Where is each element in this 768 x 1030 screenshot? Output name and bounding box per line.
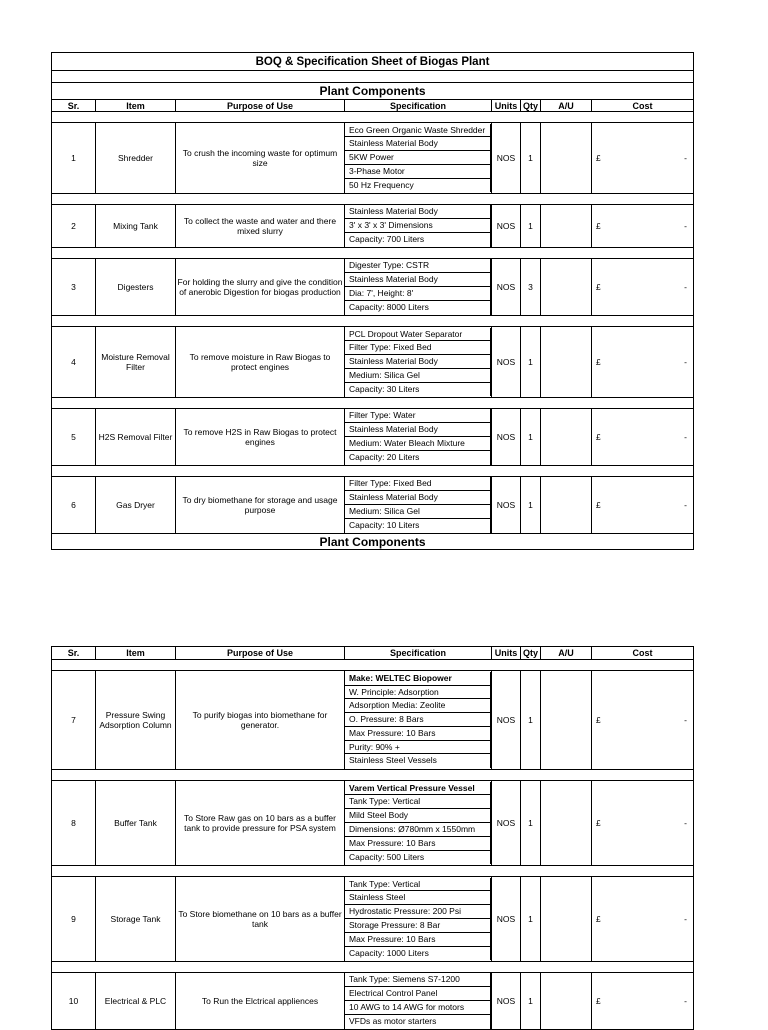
spacer-cell [52,248,693,258]
currency-symbol: £ [596,221,601,231]
spec-line: Capacity: 8000 Liters [345,301,491,315]
spec-cell [345,973,492,1029]
spec-line: Stainless Material Body [345,273,491,287]
spacer-cell [52,466,693,476]
spec-line: Max Pressure: 10 Bars [345,837,491,851]
spec-cell [345,327,492,397]
col-sr-header: Sr. [52,647,96,659]
spacer-row [52,770,693,781]
cost-value: - [684,914,687,924]
spacer-cell [52,660,693,670]
item-cell: Moisture Removal Filter [96,327,176,397]
qty-cell: 1 [521,205,541,247]
sr-cell: 7 [52,671,96,769]
spec-line: Tank Type: Siemens S7-1200 [345,973,491,987]
spacer-cell [52,866,693,876]
sr-cell: 5 [52,409,96,465]
table-row [52,877,693,962]
spacer-row [52,194,693,205]
spacer-row [52,248,693,259]
currency-symbol: £ [596,715,601,725]
spec-line: Capacity: 700 Liters [345,233,491,247]
currency-symbol: £ [596,153,601,163]
currency-symbol: £ [596,914,601,924]
cost-value: - [684,818,687,828]
spacer-cell [52,112,693,122]
spec-line: 5KW Power [345,151,491,165]
col-cost-header: Cost [632,100,653,111]
spec-line: Medium: Silica Gel [345,369,491,383]
qty-cell: 3 [521,259,541,315]
spec-line: VFDs as motor starters [345,1015,491,1029]
au-cell [541,477,592,533]
sr-cell: 3 [52,259,96,315]
qty-cell: 1 [521,477,541,533]
cost-value: - [684,282,687,292]
spec-line: Max Pressure: 10 Bars [345,727,491,741]
spec-line: Filter Type: Water [345,409,491,423]
cost-cell [592,477,693,533]
spacer-cell [52,962,693,972]
currency-symbol: £ [596,357,601,367]
table-row [52,327,693,398]
col-cost-header: Cost [632,648,653,658]
spec-line: W. Principle: Adsorption [345,686,491,700]
purpose-cell: To Store Raw gas on 10 bars as a buffer tank to provide pressure for PSA system [176,781,345,865]
qty-cell: 1 [521,671,541,769]
units-cell: NOS [492,205,521,247]
spec-line: Hydrostatic Pressure: 200 Psi [345,905,491,919]
column-header-row [52,647,693,660]
col-purpose-header: Purpose of Use [176,100,345,111]
spacer-cell [52,316,693,326]
spec-line: Max Pressure: 10 Bars [345,933,491,947]
spec-line: Stainless Material Body [345,205,491,219]
purpose-cell: To Store biomethane on 10 bars as a buffer tank [176,877,345,961]
table-row [52,259,693,316]
au-cell [541,409,592,465]
spec-line: Adsorption Media: Zeolite [345,699,491,713]
sheet-title: BOQ & Specification Sheet of Biogas Plant [255,55,490,68]
spec-line: Stainless Material Body [345,355,491,369]
spacer-cell [52,770,693,780]
footer-title-row [52,534,693,550]
table-row [52,973,693,1030]
boq-sheet-1 [51,52,694,550]
section-title-row [52,83,693,100]
spec-cell [345,877,492,961]
units-cell: NOS [492,327,521,397]
col-sr-header: Sr. [52,100,96,111]
spec-line: Stainless Material Body [345,423,491,437]
purpose-cell: To remove moisture in Raw Biogas to protect engines [176,327,345,397]
units-cell: NOS [492,877,521,961]
spec-cell [345,259,492,315]
au-cell [541,123,592,193]
spec-cell [345,205,492,247]
currency-symbol: £ [596,500,601,510]
qty-cell: 1 [521,877,541,961]
spec-line: Capacity: 500 Liters [345,851,491,865]
qty-cell: 1 [521,123,541,193]
col-units-header: Units [492,647,521,659]
spec-line: Stainless Steel Vessels [345,754,491,768]
item-cell: Gas Dryer [96,477,176,533]
qty-cell: 1 [521,409,541,465]
purpose-cell: To crush the incoming waste for optimum size [176,123,345,193]
spacer-row [52,466,693,477]
table-row [52,409,693,466]
table-row [52,671,693,770]
spec-line: Electrical Control Panel [345,987,491,1001]
spec-line: Filter Type: Fixed Bed [345,341,491,355]
spec-line: Capacity: 20 Liters [345,451,491,465]
spacer-row [52,112,693,123]
spec-line: Make: WELTEC Biopower [345,672,491,686]
spec-line: Varem Vertical Pressure Vessel [345,782,491,796]
sr-cell: 9 [52,877,96,961]
purpose-cell: For holding the slurry and give the condition of anerobic Digestion for biogas production [176,259,345,315]
cost-value: - [684,221,687,231]
sr-cell: 8 [52,781,96,865]
item-cell: Shredder [96,123,176,193]
currency-symbol: £ [596,818,601,828]
spec-line: Medium: Silica Gel [345,505,491,519]
spec-line: Capacity: 10 Liters [345,519,491,533]
spec-line: Eco Green Organic Waste Shredder [345,124,491,138]
units-cell: NOS [492,781,521,865]
spec-line: Mild Steel Body [345,809,491,823]
section-title: Plant Components [319,84,426,98]
sr-cell: 6 [52,477,96,533]
cost-value: - [684,500,687,510]
item-cell: Mixing Tank [96,205,176,247]
spec-cell [345,123,492,193]
spec-line: Filter Type: Fixed Bed [345,477,491,491]
cost-cell [592,327,693,397]
spec-cell [345,781,492,865]
spec-line: Tank Type: Vertical [345,878,491,892]
au-cell [541,973,592,1029]
currency-symbol: £ [596,996,601,1006]
qty-cell: 1 [521,327,541,397]
sr-cell: 4 [52,327,96,397]
boq-sheet-2 [51,646,694,1030]
spacer-cell [52,398,693,408]
currency-symbol: £ [596,282,601,292]
cost-cell [592,205,693,247]
sr-cell: 10 [52,973,96,1029]
units-cell: NOS [492,671,521,769]
purpose-cell: To collect the waste and water and there mixed slurry [176,205,345,247]
spacer-row [52,866,693,877]
spec-cell [345,671,492,769]
col-au-header: A/U [541,647,592,659]
col-spec-header: Specification [345,647,492,659]
table-row [52,477,693,534]
au-cell [541,877,592,961]
units-cell: NOS [492,123,521,193]
au-cell [541,205,592,247]
col-qty-header: Qty [521,647,541,659]
col-qty-header: Qty [521,100,541,111]
item-cell: Pressure Swing Adsorption Column [96,671,176,769]
table-row [52,781,693,866]
cost-cell [592,877,693,961]
spec-line: O. Pressure: 8 Bars [345,713,491,727]
units-cell: NOS [492,409,521,465]
currency-symbol: £ [596,432,601,442]
sr-cell: 2 [52,205,96,247]
cost-cell [592,781,693,865]
col-purpose-header: Purpose of Use [176,647,345,659]
spec-line: 3-Phase Motor [345,165,491,179]
spacer-row [52,316,693,327]
item-cell: H2S Removal Filter [96,409,176,465]
item-cell: Electrical & PLC [96,973,176,1029]
spec-line: PCL Dropout Water Separator [345,328,491,342]
qty-cell: 1 [521,781,541,865]
item-cell: Buffer Tank [96,781,176,865]
cost-cell [592,671,693,769]
spec-line: Purity: 90% + [345,741,491,755]
purpose-cell: To remove H2S in Raw Biogas to protect engines [176,409,345,465]
spacer-row [52,962,693,973]
purpose-cell: To dry biomethane for storage and usage purpose [176,477,345,533]
sheet-title-row [52,53,693,71]
spacer-row [52,660,693,671]
col-item-header: Item [96,100,176,111]
cost-cell [592,409,693,465]
spec-line: Storage Pressure: 8 Bar [345,919,491,933]
spec-cell [345,409,492,465]
spec-line: Digester Type: CSTR [345,259,491,273]
sr-cell: 1 [52,123,96,193]
spacer-cell [52,194,693,204]
spec-line: 50 Hz Frequency [345,179,491,193]
col-au-header: A/U [541,100,592,111]
au-cell [541,671,592,769]
spec-line: Stainless Material Body [345,491,491,505]
column-header-row [52,100,693,112]
au-cell [541,327,592,397]
au-cell [541,259,592,315]
cost-value: - [684,432,687,442]
spec-line: Stainless Steel [345,891,491,905]
spec-line: Stainless Material Body [345,137,491,151]
units-cell: NOS [492,259,521,315]
spec-cell [345,477,492,533]
spec-line: 3' x 3' x 3' Dimensions [345,219,491,233]
footer-title: Plant Components [319,534,426,549]
cost-cell [592,123,693,193]
units-cell: NOS [492,477,521,533]
table-row [52,205,693,248]
au-cell [541,781,592,865]
cost-value: - [684,153,687,163]
spacer-row [52,398,693,409]
blank-row [52,71,693,83]
item-cell: Digesters [96,259,176,315]
cost-cell [592,259,693,315]
purpose-cell: To purify biogas into biomethane for generator. [176,671,345,769]
spec-line: Medium: Water Bleach Mixture [345,437,491,451]
spec-line: Capacity: 1000 Liters [345,947,491,961]
cost-value: - [684,715,687,725]
spec-line: Dia: 7', Height: 8' [345,287,491,301]
table-row [52,123,693,194]
cost-value: - [684,357,687,367]
spec-line: Capacity: 30 Liters [345,383,491,397]
cost-value: - [684,996,687,1006]
spec-line: Dimensions: Ø780mm x 1550mm [345,823,491,837]
spec-line: Tank Type: Vertical [345,795,491,809]
col-item-header: Item [96,647,176,659]
qty-cell: 1 [521,973,541,1029]
purpose-cell: To Run the Elctrical appliences [176,973,345,1029]
cost-cell [592,973,693,1029]
spec-line: 10 AWG to 14 AWG for motors [345,1001,491,1015]
item-cell: Storage Tank [96,877,176,961]
col-spec-header: Specification [345,100,492,111]
col-units-header: Units [492,100,521,111]
units-cell: NOS [492,973,521,1029]
